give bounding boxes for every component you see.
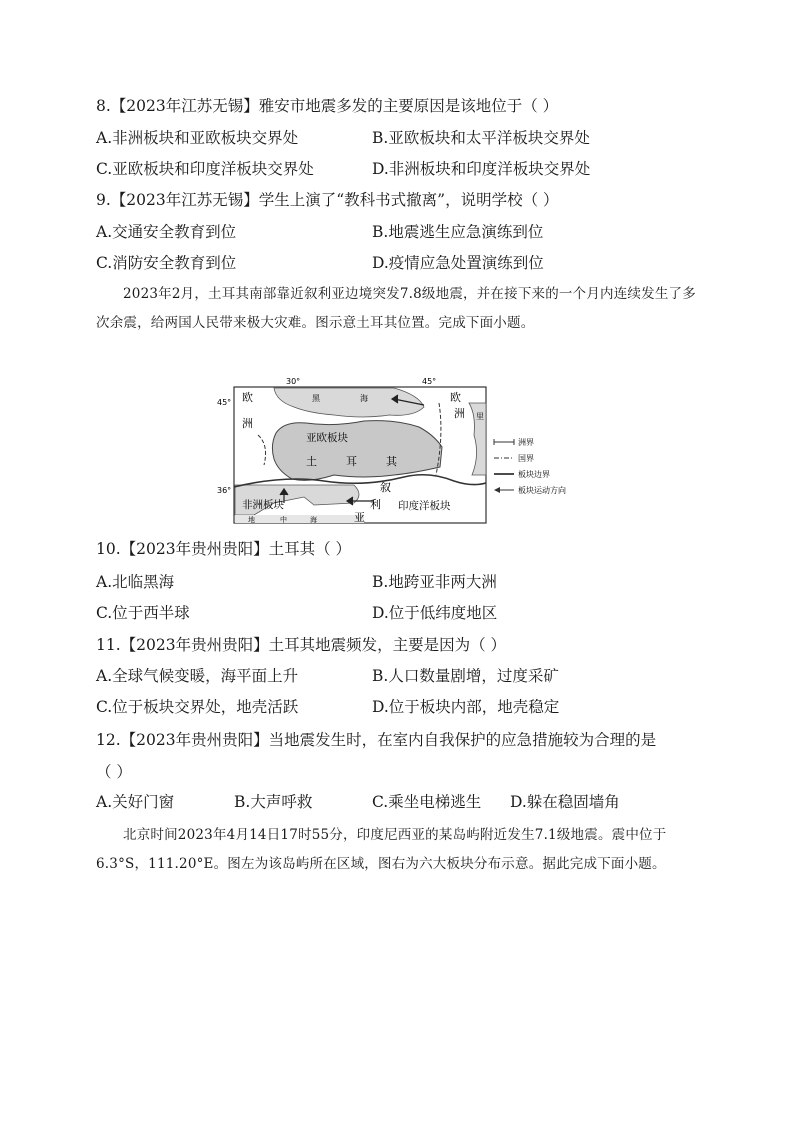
question-10-stem: 10.【2023年贵州贵阳】土耳其（ ） bbox=[96, 540, 352, 558]
lat-label-45: 45° bbox=[217, 398, 232, 407]
label-med-3: 海 bbox=[310, 516, 317, 524]
label-med-1: 地 bbox=[248, 516, 255, 524]
label-black-sea-2: 海 bbox=[360, 394, 368, 403]
label-europe-left: 欧 bbox=[242, 391, 253, 404]
label-europe-right: 欧 bbox=[450, 391, 461, 404]
legend-plate-motion: 板块运动方向 bbox=[518, 486, 566, 495]
label-turkey-1: 土 bbox=[306, 455, 317, 468]
question-10-option-c[interactable]: C.位于西半球 bbox=[96, 604, 190, 622]
legend-national-border: 国界 bbox=[518, 454, 534, 463]
question-11-option-d[interactable]: D.位于板块内部，地壳稳定 bbox=[372, 698, 560, 716]
question-12-stem-continued: （ ） bbox=[96, 763, 132, 781]
question-12-option-a[interactable]: A.关好门窗 bbox=[96, 793, 175, 811]
question-12-stem: 12.【2023年贵州贵阳】当地震发生时，在室内自我保护的应急措施较为合理的是 bbox=[96, 731, 657, 749]
label-eurasian-plate: 亚欧板块 bbox=[306, 432, 348, 444]
lon-label-45: 45° bbox=[422, 377, 437, 386]
map-legend bbox=[494, 437, 566, 495]
question-8-option-c[interactable]: C.亚欧板块和印度洋板块交界处 bbox=[96, 160, 314, 178]
label-syria-3: 亚 bbox=[354, 511, 365, 524]
question-11-stem: 11.【2023年贵州贵阳】土耳其地震频发，主要是因为（ ） bbox=[96, 636, 507, 654]
label-black-sea-1: 黑 bbox=[312, 394, 320, 403]
label-syria-2: 利 bbox=[370, 498, 381, 511]
question-10-option-b[interactable]: B.地跨亚非两大洲 bbox=[372, 573, 497, 591]
label-turkey-2: 耳 bbox=[346, 455, 357, 468]
legend-continent-boundary: 洲界 bbox=[518, 438, 534, 447]
question-12-option-d[interactable]: D.躲在稳固墙角 bbox=[510, 793, 620, 811]
indonesia-passage: 北京时间2023年4月14日17时55分，印度尼西亚的某岛屿附近发生7.1级地震。震中位于6.3°S，111.20°E。图左为该岛屿所在区域，图右为六大板块分布示意。据此完成下面小题。 bbox=[96, 827, 667, 872]
lon-label-30: 30° bbox=[286, 377, 301, 386]
turkey-location-map bbox=[214, 375, 586, 525]
label-turkey-3: 其 bbox=[386, 455, 397, 468]
question-9-option-d[interactable]: D.疫情应急处置演练到位 bbox=[372, 254, 544, 272]
label-indian-plate: 印度洋板块 bbox=[398, 500, 451, 512]
question-8-option-a[interactable]: A.非洲板块和亚欧板块交界处 bbox=[96, 129, 299, 147]
turkey-passage: 2023年2月，土耳其南部靠近叙利亚边境突发7.8级地震，并在接下来的一个月内连续发生了多次余震，给两国人民带来极大灾难。图示意土耳其位置。完成下面小题。 bbox=[96, 286, 696, 331]
question-11-option-a[interactable]: A.全球气候变暖，海平面上升 bbox=[96, 667, 299, 685]
question-12-option-b[interactable]: B.大声呼救 bbox=[234, 793, 313, 811]
label-europe-left-2: 洲 bbox=[242, 417, 253, 430]
question-9-option-b[interactable]: B.地震逃生应急演练到位 bbox=[372, 223, 544, 241]
question-9-option-a[interactable]: A.交通安全教育到位 bbox=[96, 223, 237, 241]
label-african-plate: 非洲板块 bbox=[242, 499, 284, 511]
turkey-territory bbox=[272, 421, 442, 481]
question-11-option-b[interactable]: B.人口数量剧增，过度采矿 bbox=[372, 667, 559, 685]
question-9-option-c[interactable]: C.消防安全教育到位 bbox=[96, 254, 237, 272]
question-8-option-b[interactable]: B.亚欧板块和太平洋板块交界处 bbox=[372, 129, 590, 147]
label-caspian: 里 bbox=[476, 412, 484, 421]
question-10-option-a[interactable]: A.北临黑海 bbox=[96, 573, 175, 591]
question-10-option-d[interactable]: D.位于低纬度地区 bbox=[372, 604, 498, 622]
label-europe-right-2: 洲 bbox=[454, 407, 465, 420]
question-11-option-c[interactable]: C.位于板块交界处，地壳活跃 bbox=[96, 698, 299, 716]
lat-label-36: 36° bbox=[217, 486, 232, 495]
label-med-2: 中 bbox=[280, 516, 287, 524]
label-syria-1: 叙 bbox=[380, 481, 391, 494]
legend-plate-boundary: 板块边界 bbox=[518, 470, 550, 479]
question-8-stem: 8.【2023年江苏无锡】雅安市地震多发的主要原因是该地位于（ ） bbox=[96, 97, 559, 115]
question-8-option-d[interactable]: D.非洲板块和印度洋板块交界处 bbox=[372, 160, 591, 178]
question-12-option-c[interactable]: C.乘坐电梯逃生 bbox=[372, 793, 482, 811]
question-9-stem: 9.【2023年江苏无锡】学生上演了“教科书式撤离”，说明学校（ ） bbox=[96, 191, 559, 209]
